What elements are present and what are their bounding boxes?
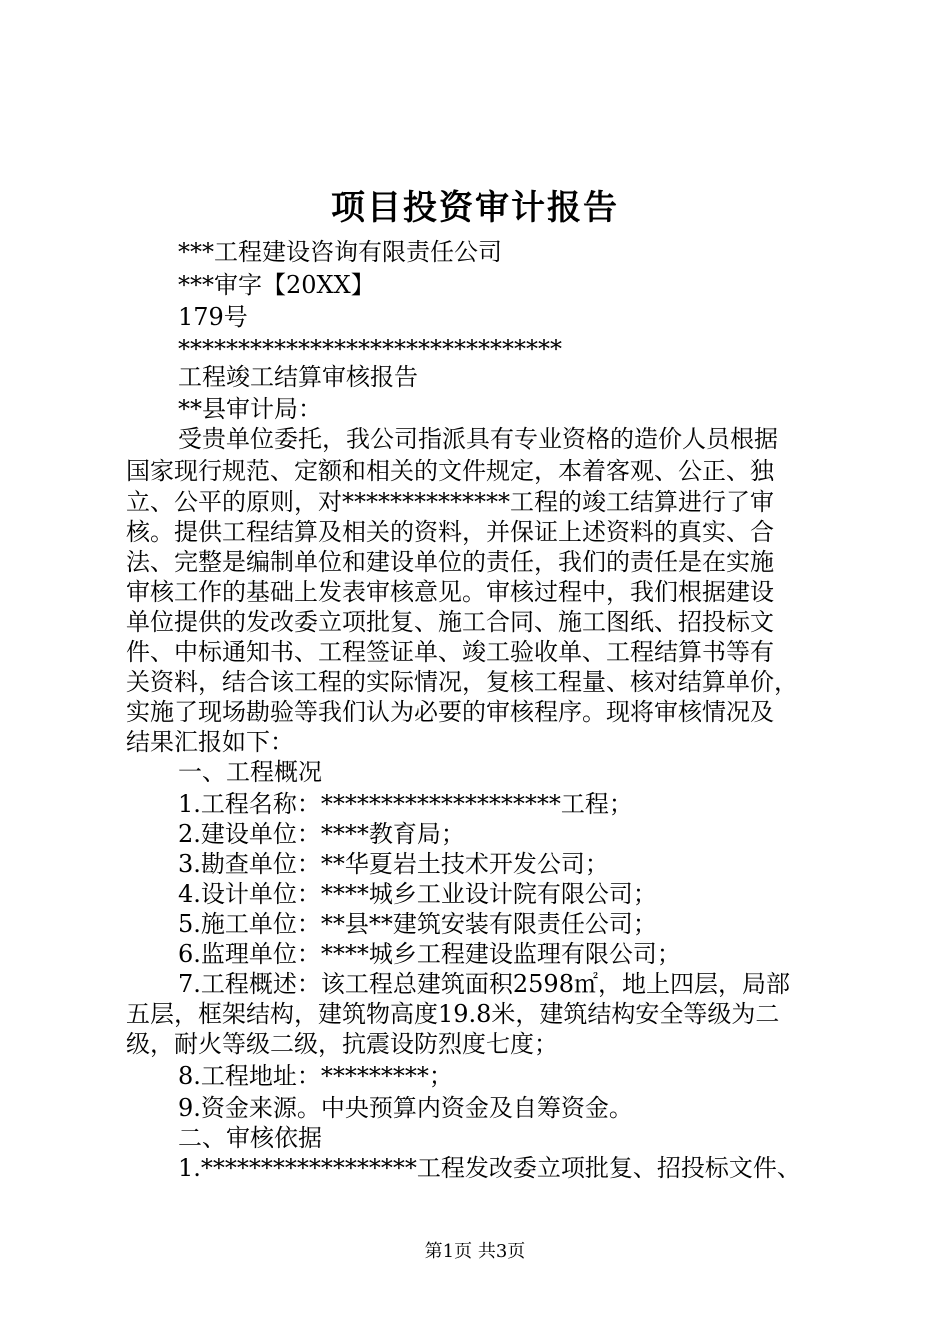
body-line: 实施了现场勘验等我们认为必要的审核程序。现将审核情况及 <box>126 698 774 726</box>
list-item: 4.设计单位：****城乡工业设计院有限公司； <box>178 880 657 908</box>
body-line: 法、完整是编制单位和建设单位的责任，我们的责任是在实施 <box>126 548 774 576</box>
body-line: 立、公平的原则，对**************工程的竣工结算进行了审 <box>126 488 774 516</box>
list-item: 2.建设单位：****教育局； <box>178 820 465 848</box>
body-line: 国家现行规范、定额和相关的文件规定，本着客观、公正、独 <box>126 457 774 485</box>
list-item: 1.******************工程发改委立项批复、招投标文件、 <box>178 1154 801 1182</box>
recipient: **县审计局： <box>178 395 322 423</box>
list-item: 3.勘查单位：**华夏岩土技术开发公司； <box>178 850 609 878</box>
body-line: 件、中标通知书、工程签证单、竣工验收单、工程结算书等有 <box>126 638 774 666</box>
document-number-suffix: 179号 <box>178 303 248 331</box>
list-item: 1.工程名称：********************工程； <box>178 790 633 818</box>
list-item: 6.监理单位：****城乡工程建设监理有限公司； <box>178 940 681 968</box>
document-number: ***审字【20XX】 <box>178 271 375 299</box>
body-line: 受贵单位委托，我公司指派具有专业资格的造价人员根据 <box>178 425 778 453</box>
list-item: 9.资金来源。中央预算内资金及自筹资金。 <box>178 1094 633 1122</box>
body-line: 关资料，结合该工程的实际情况，复核工程量、核对结算单价， <box>126 668 798 696</box>
list-item: 5.施工单位：**县**建筑安装有限责任公司； <box>178 910 657 938</box>
page-footer: 第1页 共3页 <box>424 1241 526 1262</box>
company-name: ***工程建设咨询有限责任公司 <box>178 238 502 266</box>
list-item-continuation: 五层，框架结构，建筑物高度19.8米，建筑结构安全等级为二 <box>126 1000 780 1028</box>
section-heading-basis: 二、审核依据 <box>178 1124 322 1152</box>
document-title: 项目投资审计报告 <box>331 188 619 228</box>
asterisk-separator: ******************************** <box>178 335 562 363</box>
list-item: 7.工程概述：该工程总建筑面积2598㎡，地上四层，局部 <box>178 970 790 998</box>
body-line: 审核工作的基础上发表审核意见。审核过程中，我们根据建设 <box>126 578 774 606</box>
body-line: 核。提供工程结算及相关的资料，并保证上述资料的真实、合 <box>126 518 774 546</box>
report-subtitle: 工程竣工结算审核报告 <box>178 363 418 391</box>
list-item: 8.工程地址：*********； <box>178 1062 453 1090</box>
section-heading-overview: 一、工程概况 <box>178 758 322 786</box>
list-item-continuation: 级，耐火等级二级，抗震设防烈度七度； <box>126 1030 558 1058</box>
body-line: 结果汇报如下： <box>126 728 294 756</box>
body-line: 单位提供的发改委立项批复、施工合同、施工图纸、招投标文 <box>126 608 774 636</box>
